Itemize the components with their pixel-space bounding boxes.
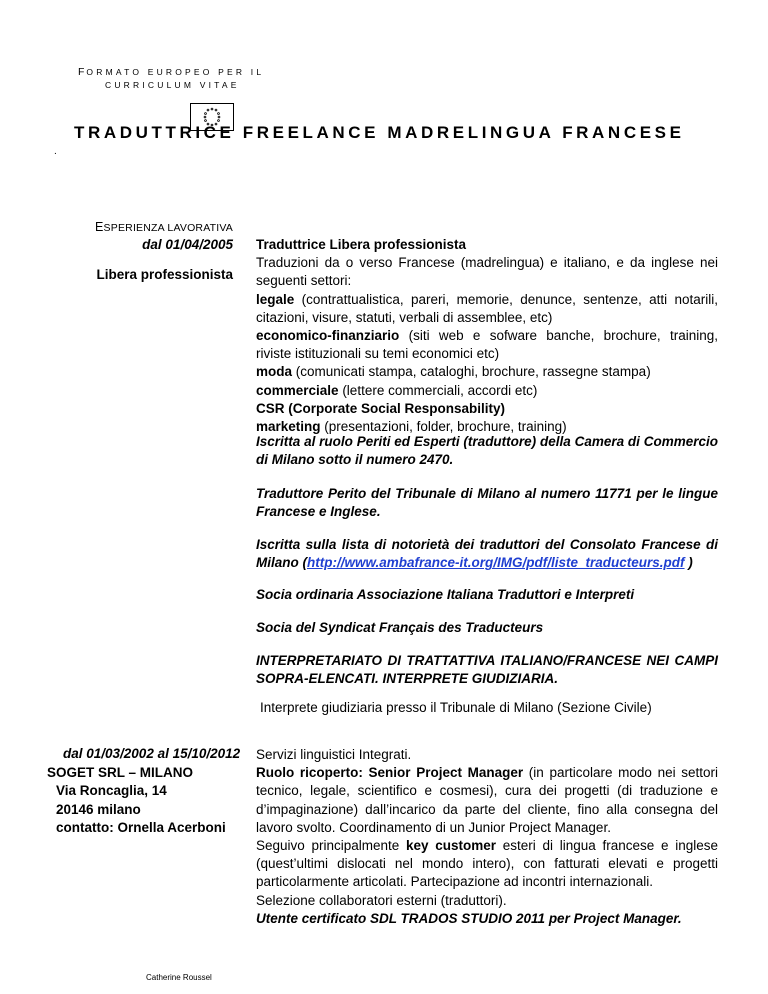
sector-marketing: marketing (presentazioni, folder, brochure, training)	[256, 419, 567, 435]
sector-economico: economico-finanziario (siti web e sofware banche, brochure, training, riviste istituzionali su temi economici etc)	[256, 328, 718, 362]
job2-services: Servizi linguistici Integrati.	[256, 747, 412, 762]
job1-date: dal 01/04/2005	[142, 237, 233, 252]
section-heading-experience: ESPERIENZA LAVORATIVA	[95, 220, 233, 234]
footer-author-name: Catherine Roussel	[146, 973, 212, 982]
stray-dot: .	[54, 146, 57, 157]
consolato-lista: Iscritta sulla lista di notorietà dei traduttori del Consolato Francese di Milano (http://www.ambafrance-it.org/IMG/pdf/liste_traducteurs.pdf )	[256, 537, 718, 571]
cv-format-line-1: FORMATO EUROPEO PER IL	[78, 66, 265, 78]
job2-address-2: 20146 milano	[56, 801, 141, 817]
job2-date: dal 01/03/2002 al 15/10/2012	[63, 746, 241, 761]
sector-legale: legale (contrattualistica, pareri, memorie, denunce, sentenze, atti notarili, citazioni, visure, statuti, verbali di assemblee, etc)	[256, 291, 718, 325]
interpretariato: INTERPRETARIATO DI TRATTATTIVA ITALIANO/FRANCESE NEI CAMPI SOPRA-ELENCATI. INTERPRETE GIUDIZIARIA.	[256, 653, 718, 687]
job2-ruolo: Ruolo ricoperto: Senior Project Manager (in particolare modo nei settori tecnico, legale, scientifico e cosmesi), cura dei progetti (di traduzione e d’impaginazione) dall’incarico da parte del cliente, fino alla consegna del lavoro svolto. Coordinamento di un Junior Project Manager.	[256, 765, 718, 835]
socia-aiti: Socia ordinaria Associazione Italiana Traduttori e Interpreti	[256, 587, 635, 602]
job1-details	[256, 236, 718, 436]
job2-employer-block	[47, 764, 226, 837]
iscritta-periti: Iscritta al ruolo Periti ed Esperti (traduttore) della Camera di Commercio di Milano sotto il numero 2470.	[256, 434, 718, 468]
job2-trados: Utente certificato SDL TRADOS STUDIO 2011 per Project Manager.	[256, 910, 682, 926]
sector-csr: CSR (Corporate Social Responsability)	[256, 400, 506, 416]
job1-intro: Traduzioni da o verso Francese (madrelingua) e italiano, e da inglese nei seguenti settori:	[256, 255, 718, 289]
job2-address-1: Via Roncaglia, 14	[56, 783, 167, 799]
page-title: TRADUTTRICE FREELANCE MADRELINGUA FRANCESE	[74, 123, 685, 142]
job2-details	[256, 746, 718, 928]
consolato-link[interactable]: http://www.ambafrance-it.org/IMG/pdf/liste_traducteurs.pdf	[307, 555, 685, 571]
sector-commerciale: commerciale (lettere commerciali, accordi etc)	[256, 382, 538, 398]
job1-employer: Libera professionista	[96, 267, 233, 282]
job2-company: SOGET SRL – MILANO	[47, 765, 194, 780]
perito-tribunale: Traduttore Perito del Tribunale di Milano al numero 11771 per le lingue Francese e Inglese.	[256, 486, 718, 520]
job2-selezione: Selezione collaboratori esterni (traduttori).	[256, 892, 507, 908]
job2-key-customer: Seguivo principalmente key customer esteri di lingua francese e inglese (quest’ultimi dislocati nel mondo intero), con fatturati elevati e progetti particolarmente articolati. Partecipazione ad incontri internazionali.	[256, 838, 718, 890]
interprete-giudiziaria: Interprete giudiziaria presso il Tribunale di Milano (Sezione Civile)	[260, 700, 652, 715]
sector-moda: moda (comunicati stampa, cataloghi, brochure, rassegne stampa)	[256, 364, 651, 380]
cv-format-line-2: CURRICULUM VITAE	[105, 80, 240, 90]
job2-contact: contatto: Ornella Acerboni	[56, 819, 226, 835]
socia-sft: Socia del Syndicat Français des Traducteurs	[256, 620, 544, 635]
job1-role: Traduttrice Libera professionista	[256, 237, 467, 252]
